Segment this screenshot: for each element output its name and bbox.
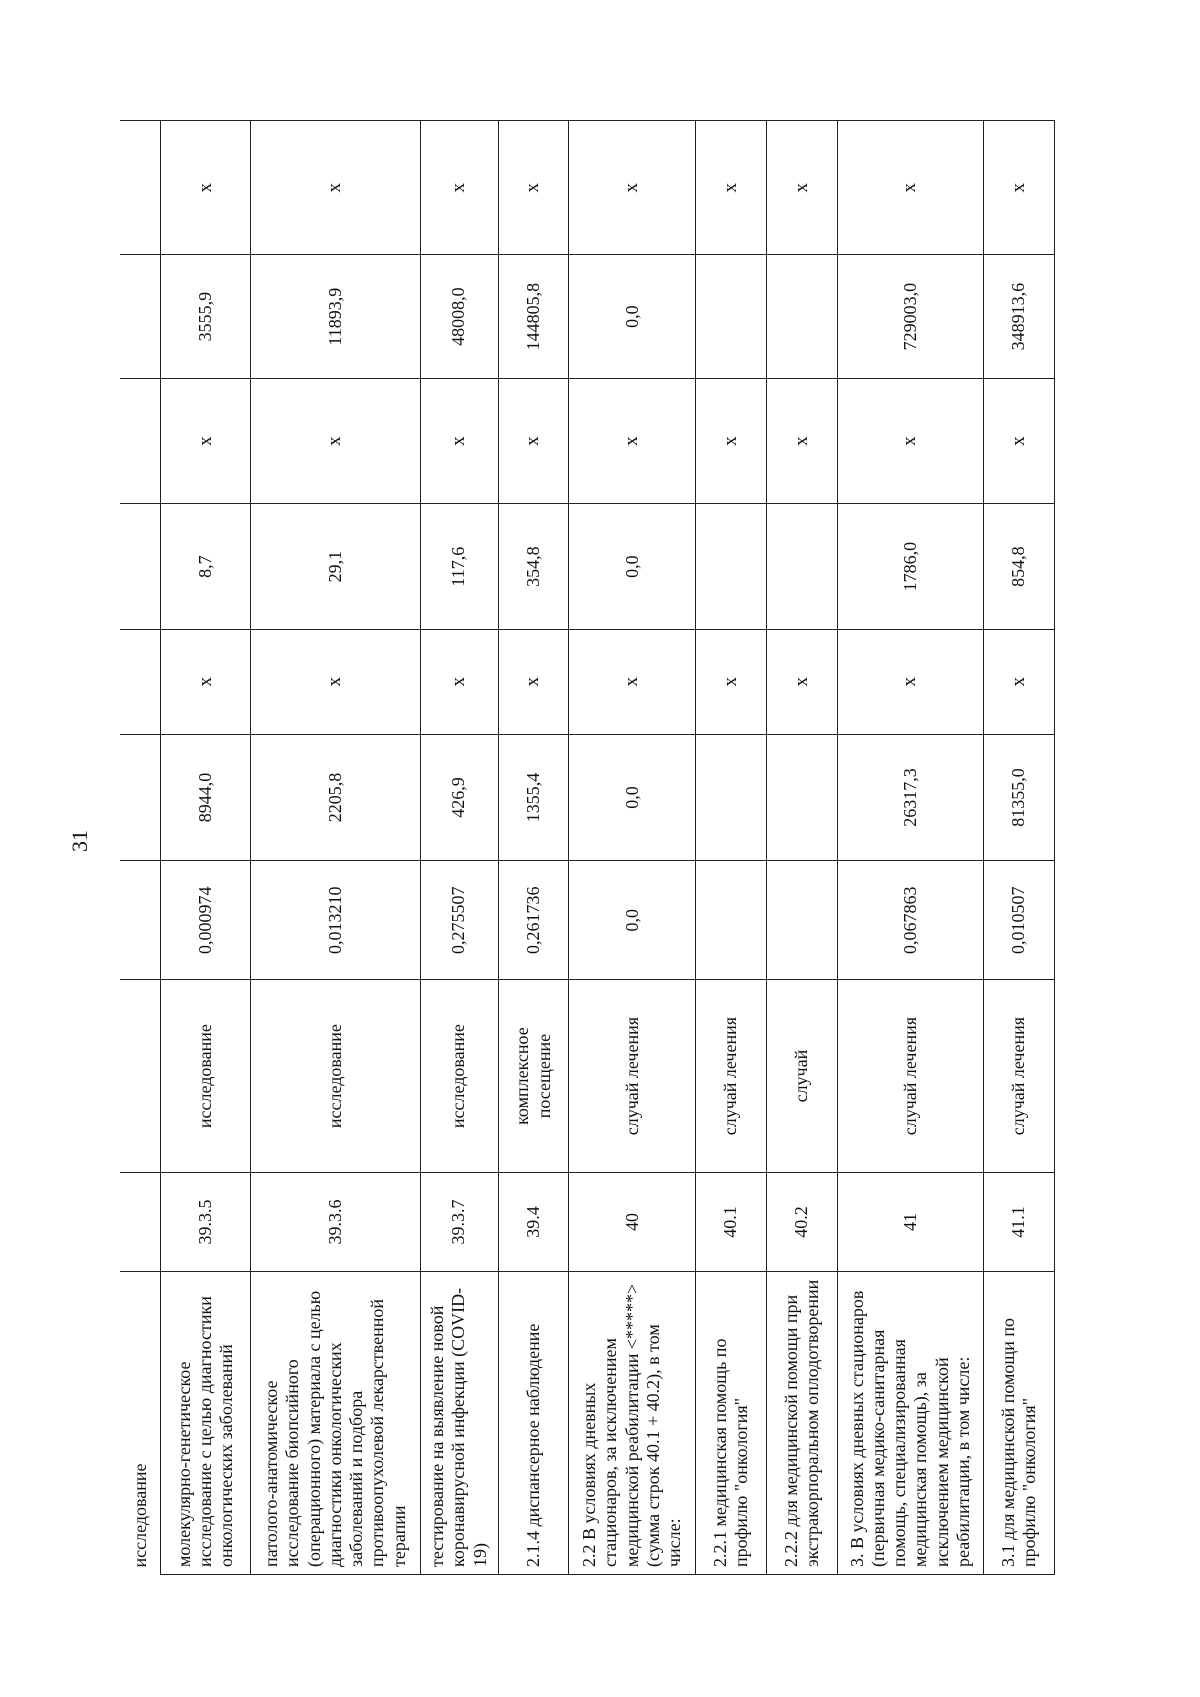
row-name-cell: патолого-анатомическое исследование биопсийного (операционного) материала с целью диагностики онкологических заболеваний и подбора противоопухолевой лекарственной терапии	[251, 1272, 420, 1575]
row-code-cell: 41	[837, 1172, 983, 1271]
row-col10-cell: х	[251, 121, 420, 255]
row-unit-cell: комплексное посещение	[498, 980, 569, 1173]
rotated-table-container	[120, 120, 1055, 1575]
data-table	[120, 120, 1055, 1575]
row-col10-cell: х	[498, 121, 569, 255]
row-col8-cell: х	[984, 378, 1055, 504]
row-col10-cell: х	[420, 121, 498, 255]
row-code-cell: 40.2	[766, 1172, 837, 1271]
row-code-cell: 39.3.7	[420, 1172, 498, 1271]
row-unit-cell: исследование	[161, 980, 251, 1173]
row-col7-cell: 854,8	[984, 504, 1055, 630]
row-norm-cell: 0,275507	[420, 861, 498, 980]
row-col6-cell: х	[696, 629, 767, 734]
row-col10-cell: х	[766, 121, 837, 255]
row-norm-cell: 0,013210	[251, 861, 420, 980]
table-row	[161, 121, 251, 1575]
row-col8-cell: х	[161, 378, 251, 504]
row-cost-cell	[766, 734, 837, 861]
row-col10-cell: х	[696, 121, 767, 255]
table-row	[420, 121, 498, 1575]
row-col7-cell: 354,8	[498, 504, 569, 630]
row-code-cell: 39.3.6	[251, 1172, 420, 1271]
row-unit-cell: исследование	[420, 980, 498, 1173]
row-norm-cell	[766, 861, 837, 980]
row-unit-cell: случай	[766, 980, 837, 1173]
row-code-cell: 40.1	[696, 1172, 767, 1271]
row-col10-cell: х	[569, 121, 696, 255]
row-unit-cell: исследование	[251, 980, 420, 1173]
header-empty-cell	[120, 980, 161, 1173]
row-name-cell: молекулярно-генетическое исследование с целью диагностики онкологических заболеваний	[161, 1272, 251, 1575]
header-empty-cell	[120, 255, 161, 378]
row-col10-cell: х	[984, 121, 1055, 255]
row-col9-cell: 48008,0	[420, 255, 498, 378]
row-col6-cell: х	[766, 629, 837, 734]
row-col8-cell: х	[569, 378, 696, 504]
row-unit-cell: случай лечения	[837, 980, 983, 1173]
row-code-cell: 40	[569, 1172, 696, 1271]
row-col8-cell: х	[696, 378, 767, 504]
row-cost-cell	[696, 734, 767, 861]
row-name-cell: 2.2.1 медицинская помощь по профилю "онкология"	[696, 1272, 767, 1575]
header-empty-cell	[120, 1172, 161, 1271]
table-row	[251, 121, 420, 1575]
row-cost-cell: 426,9	[420, 734, 498, 861]
header-empty-cell	[120, 629, 161, 734]
table-row	[766, 121, 837, 1575]
header-name-cell: исследование	[120, 1272, 161, 1575]
table-row	[696, 121, 767, 1575]
row-col6-cell: х	[251, 629, 420, 734]
row-name-cell: 2.1.4 диспансерное наблюдение	[498, 1272, 569, 1575]
table-row	[984, 121, 1055, 1575]
row-norm-cell: 0,000974	[161, 861, 251, 980]
row-norm-cell: 0,261736	[498, 861, 569, 980]
row-col6-cell: х	[420, 629, 498, 734]
row-col7-cell: 0,0	[569, 504, 696, 630]
row-col9-cell: 348913,6	[984, 255, 1055, 378]
row-norm-cell	[696, 861, 767, 980]
row-name-cell: 3. В условиях дневных стационаров (первичная медико-санитарная помощь, специализированная медицинская помощь), за исключением медицинской реабилитации, в том числе:	[837, 1272, 983, 1575]
row-col9-cell: 11893,9	[251, 255, 420, 378]
row-col9-cell: 0,0	[569, 255, 696, 378]
row-col7-cell: 29,1	[251, 504, 420, 630]
row-col7-cell	[766, 504, 837, 630]
row-col10-cell: х	[837, 121, 983, 255]
row-cost-cell: 8944,0	[161, 734, 251, 861]
row-name-cell: 2.2 В условиях дневных стационаров, за исключением медицинской реабилитации <*****> (сумма строк 40.1 + 40.2), в том числе:	[569, 1272, 696, 1575]
row-col8-cell: х	[766, 378, 837, 504]
row-col8-cell: х	[498, 378, 569, 504]
row-col9-cell	[766, 255, 837, 378]
row-cost-cell: 1355,4	[498, 734, 569, 861]
header-empty-cell	[120, 121, 161, 255]
row-cost-cell: 81355,0	[984, 734, 1055, 861]
row-norm-cell: 0,067863	[837, 861, 983, 980]
header-empty-cell	[120, 861, 161, 980]
row-col6-cell: х	[837, 629, 983, 734]
row-col10-cell: х	[161, 121, 251, 255]
row-col6-cell: х	[161, 629, 251, 734]
row-col9-cell: 3555,9	[161, 255, 251, 378]
row-code-cell: 39.3.5	[161, 1172, 251, 1271]
row-name-cell: 2.2.2 для медицинской помощи при экстракорпоральном оплодотворении	[766, 1272, 837, 1575]
page-number: 31	[67, 830, 92, 852]
row-col6-cell: х	[569, 629, 696, 734]
row-col8-cell: х	[251, 378, 420, 504]
row-col8-cell: х	[420, 378, 498, 504]
header-empty-cell	[120, 378, 161, 504]
row-unit-cell: случай лечения	[569, 980, 696, 1173]
row-col8-cell: х	[837, 378, 983, 504]
row-col9-cell: 729003,0	[837, 255, 983, 378]
table-row	[837, 121, 983, 1575]
row-norm-cell: 0,010507	[984, 861, 1055, 980]
row-col7-cell: 117,6	[420, 504, 498, 630]
row-col9-cell: 144805,8	[498, 255, 569, 378]
header-row	[120, 121, 161, 1575]
row-unit-cell: случай лечения	[984, 980, 1055, 1173]
row-col6-cell: х	[984, 629, 1055, 734]
row-col7-cell: 1786,0	[837, 504, 983, 630]
table-row	[569, 121, 696, 1575]
header-empty-cell	[120, 734, 161, 861]
row-code-cell: 41.1	[984, 1172, 1055, 1271]
row-name-cell: тестирование на выявление новой коронавирусной инфекции (COVID-19)	[420, 1272, 498, 1575]
row-unit-cell: случай лечения	[696, 980, 767, 1173]
row-code-cell: 39.4	[498, 1172, 569, 1271]
row-col6-cell: х	[498, 629, 569, 734]
row-col9-cell	[696, 255, 767, 378]
row-col7-cell: 8,7	[161, 504, 251, 630]
row-norm-cell: 0,0	[569, 861, 696, 980]
table-row	[498, 121, 569, 1575]
row-cost-cell: 26317,3	[837, 734, 983, 861]
row-cost-cell: 0,0	[569, 734, 696, 861]
row-name-cell: 3.1 для медицинской помощи по профилю "онкология"	[984, 1272, 1055, 1575]
header-empty-cell	[120, 504, 161, 630]
row-col7-cell	[696, 504, 767, 630]
row-cost-cell: 2205,8	[251, 734, 420, 861]
